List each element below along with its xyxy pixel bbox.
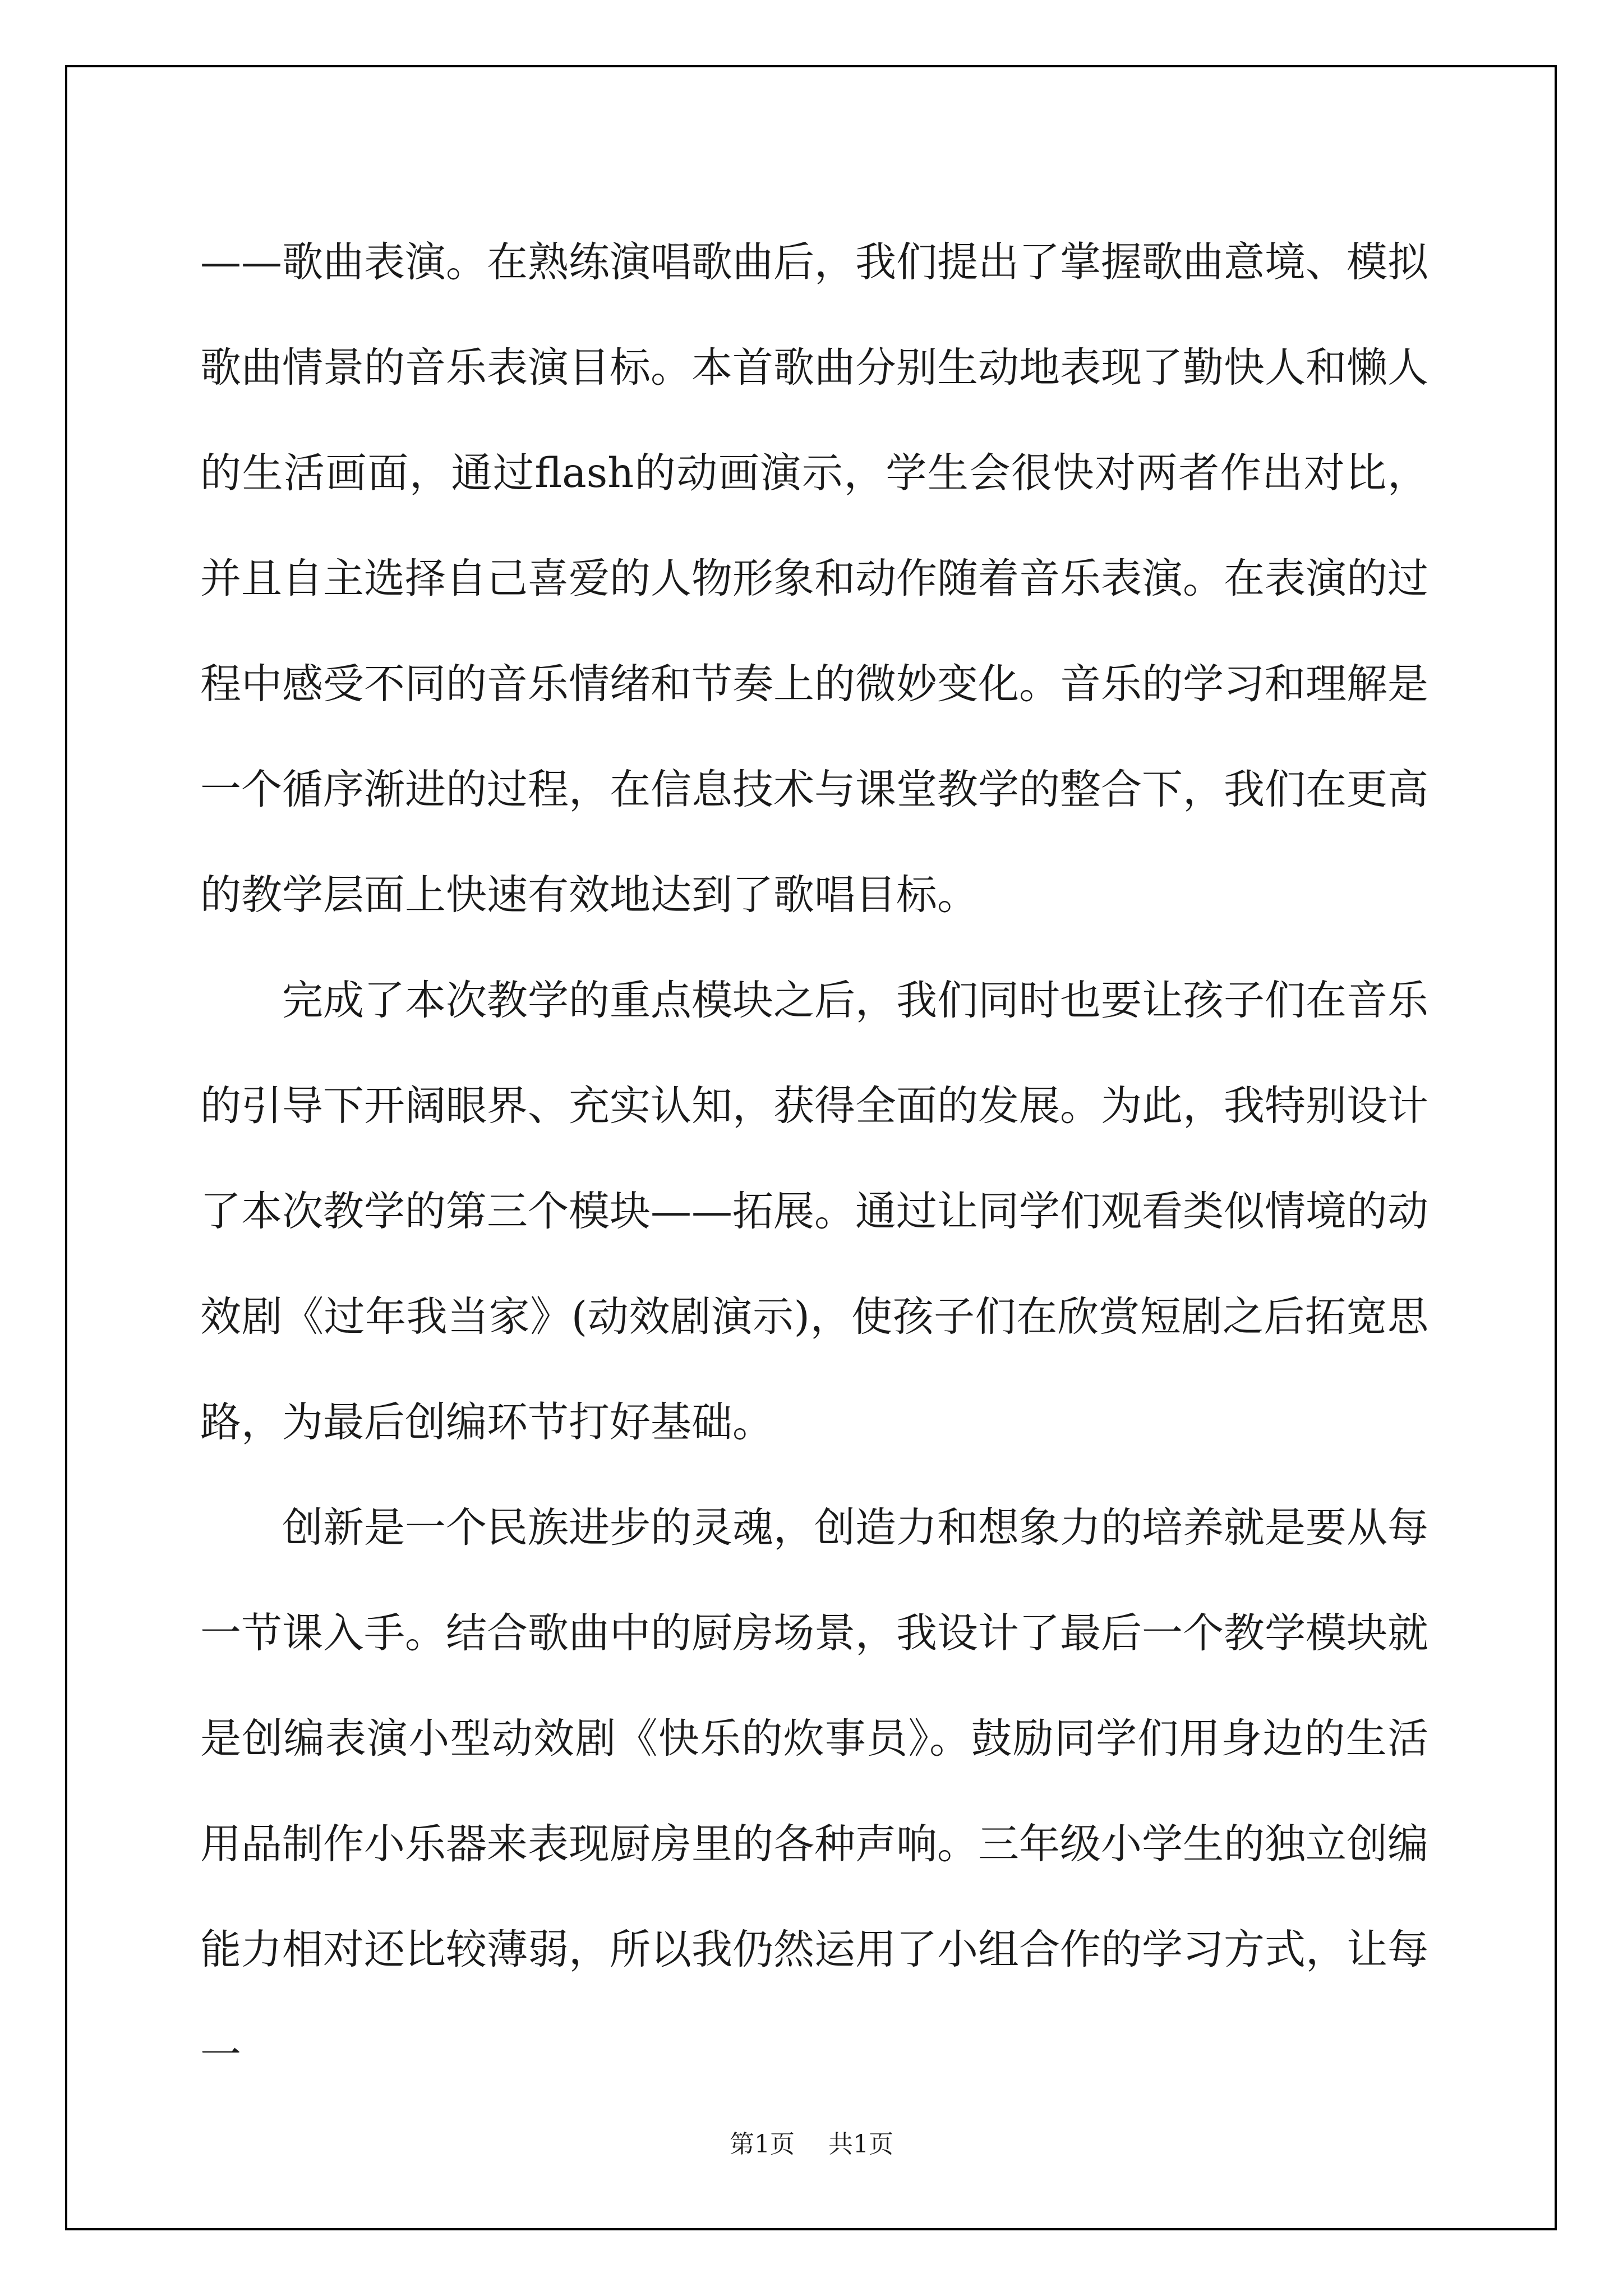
paragraph-2: 完成了本次教学的重点模块之后，我们同时也要让孩子们在音乐的引导下开阔眼界、充实认知，获得全面的发展。为此，我特别设计了本次教学的第三个模块——拓展。通过让同学们观看类似情境的动效剧《过年我当家》(动效剧演示)，使孩子们在欣赏短剧之后拓宽思路，为最后创编环节打好基础。 [200,977,1428,1446]
page-footer [0,2128,1623,2161]
page-number: 第1页 [730,2130,795,2159]
paragraph-1: ——歌曲表演。在熟练演唱歌曲后，我们提出了掌握歌曲意境、模拟歌曲情景的音乐表演目标。本首歌曲分别生动地表现了勤快人和懒人的生活画面，通过flash的动画演示，学生会很快对两者作出对比，并且自主选择自己喜爱的人物形象和动作随着音乐表演。在表演的过程中感受不同的音乐情绪和节奏上的微妙变化。音乐的学习和理解是一个循序渐进的过程，在信息技术与课堂教学的整合下，我们在更高的教学层面上快速有效地达到了歌唱目标。 [200,238,1428,919]
page-total: 共1页 [828,2130,893,2159]
paragraph-3: 创新是一个民族进步的灵魂，创造力和想象力的培养就是要从每一节课入手。结合歌曲中的厨房场景，我设计了最后一个教学模块就是创编表演小型动效剧《快乐的炊事员》。鼓励同学们用身边的生活用品制作小乐器来表现厨房里的各种声响。三年级小学生的独立创编能力相对还比较薄弱，所以我仍然运用了小组合作的学习方式，让每一 [200,1504,1428,2079]
document-body [200,210,1428,2108]
